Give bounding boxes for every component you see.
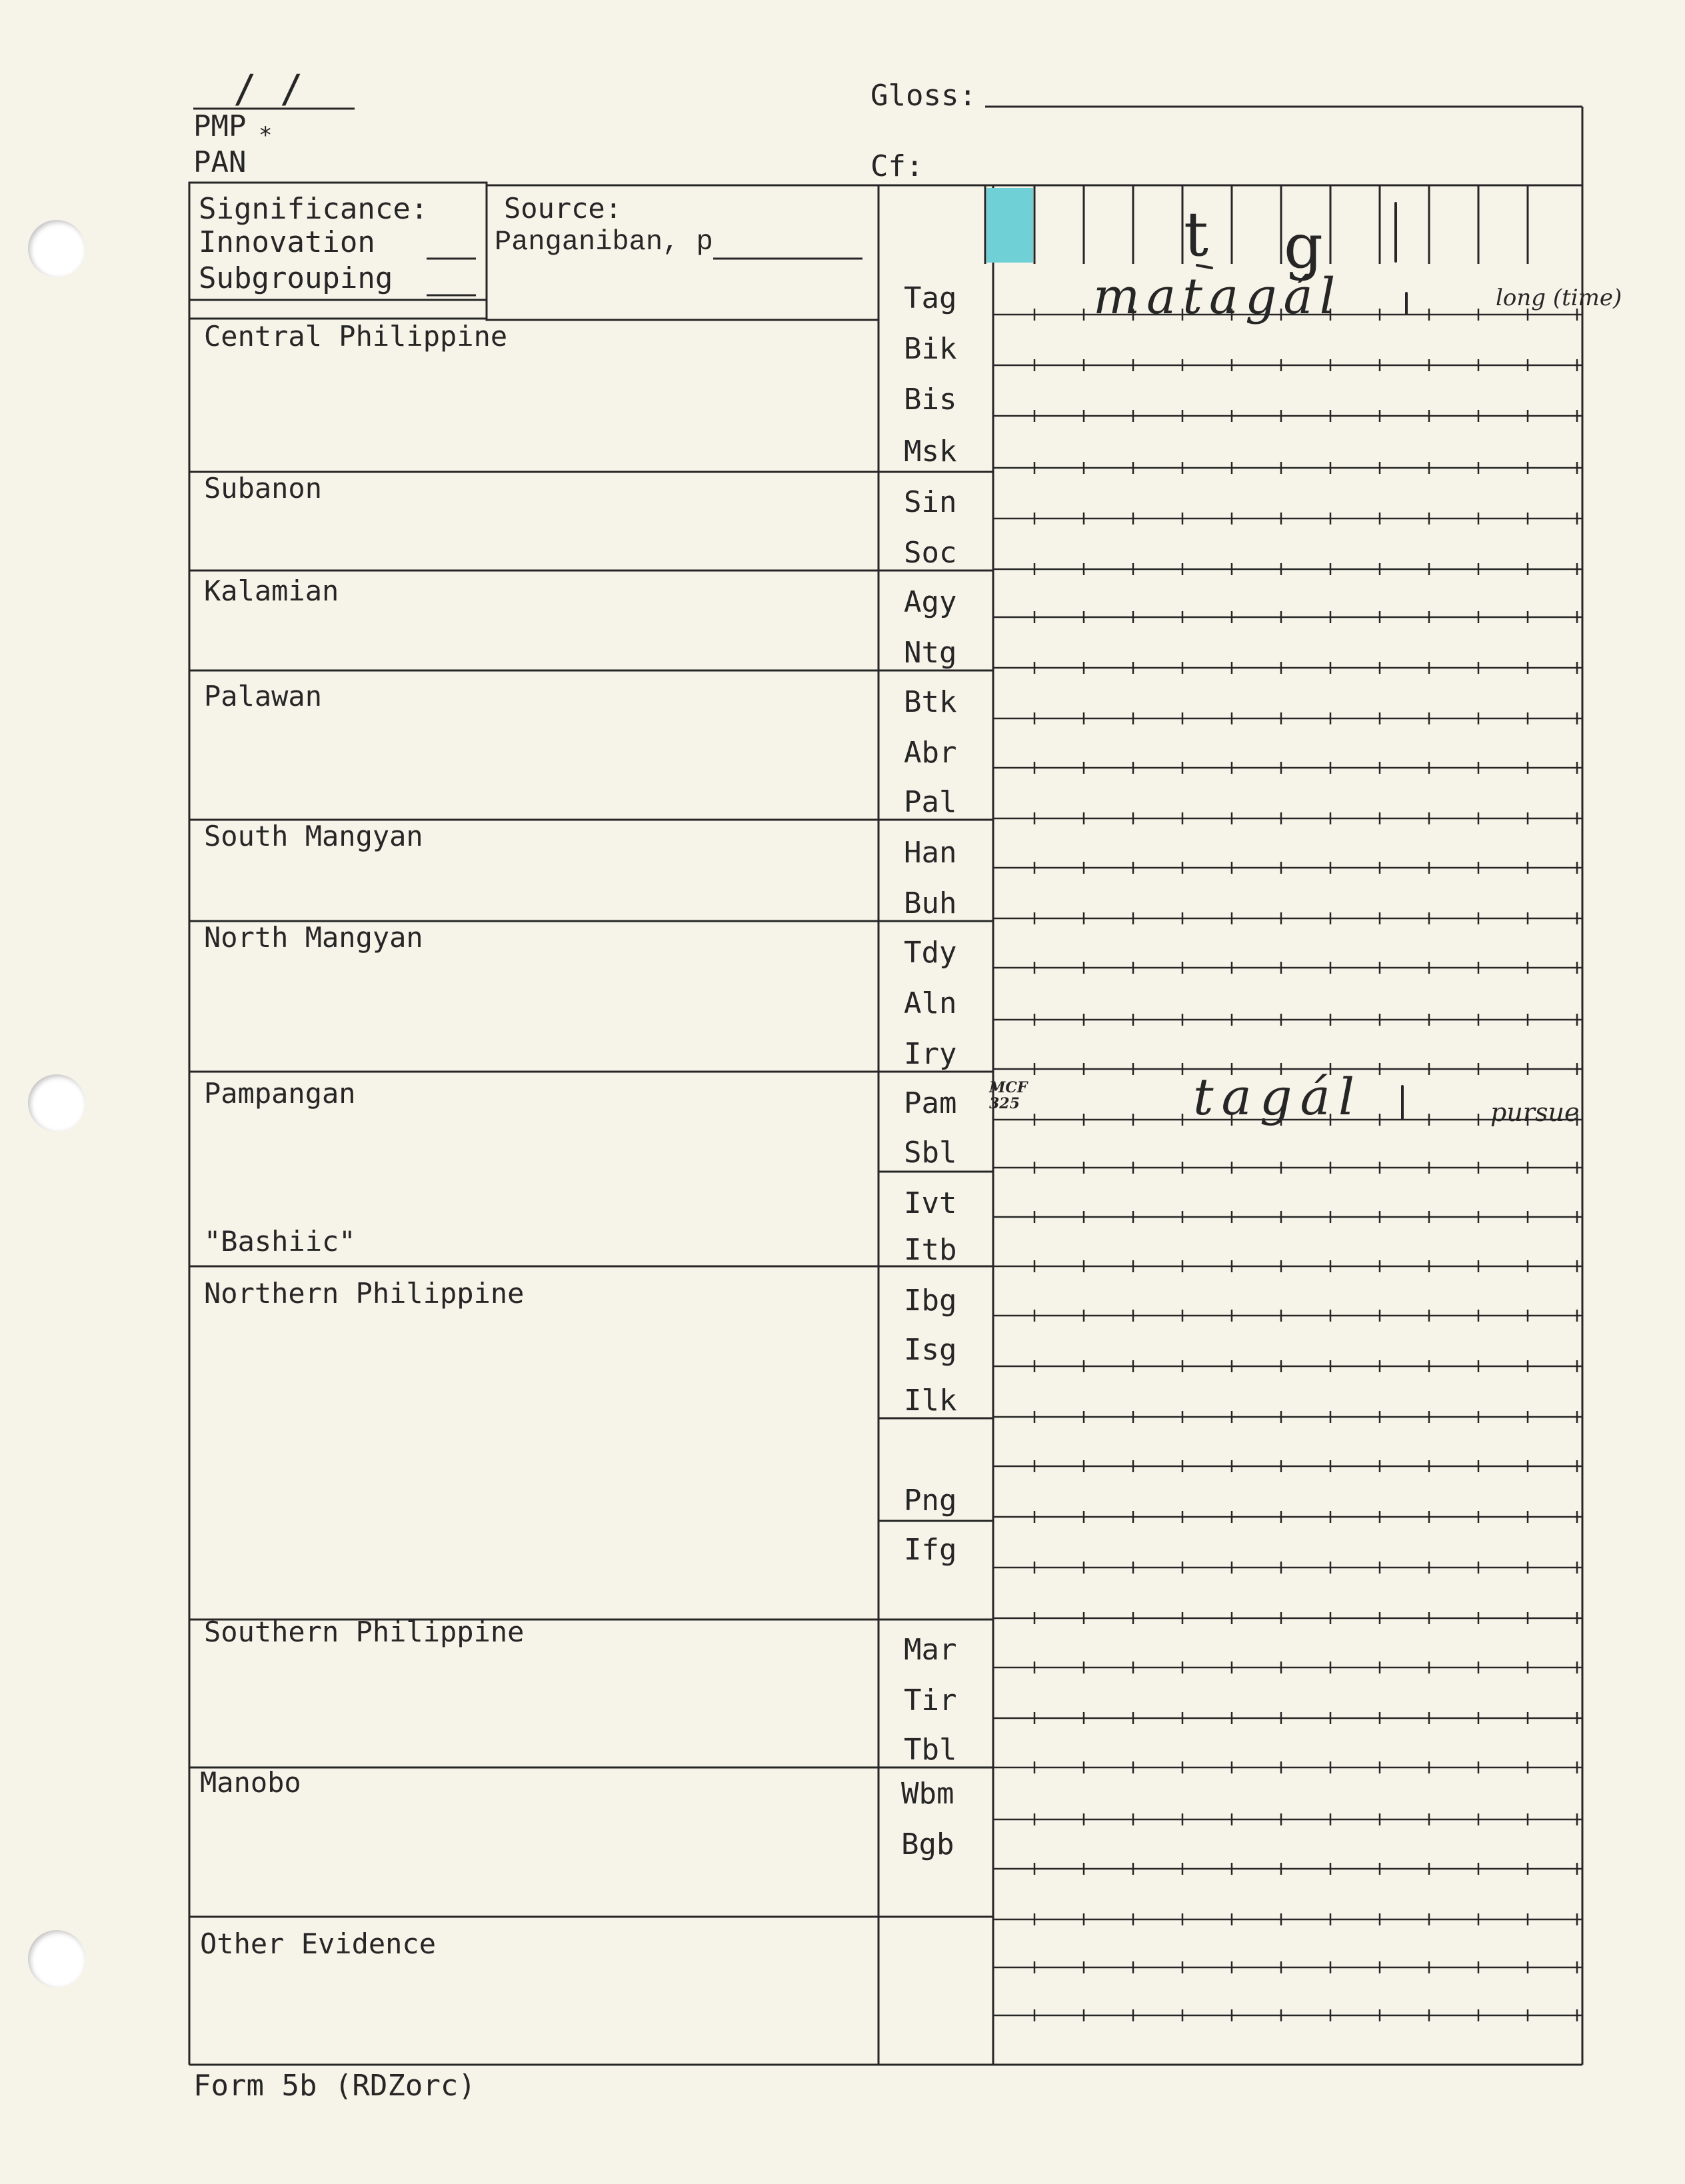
cf-label: Cf: bbox=[870, 149, 924, 183]
lang-code: Itb bbox=[904, 1233, 957, 1267]
lang-code: Sbl bbox=[904, 1136, 957, 1170]
lang-code: Pam bbox=[904, 1086, 957, 1120]
handwritten-pam-gloss: pursue bbox=[1490, 1098, 1580, 1127]
lang-code: Ibg bbox=[904, 1284, 957, 1318]
lang-code: Pal bbox=[904, 785, 957, 819]
source-label: Source: bbox=[504, 192, 623, 225]
group-central-philippine: Central Philippine bbox=[204, 320, 508, 353]
lang-code: Btk bbox=[904, 685, 957, 719]
slashes-mark: / / bbox=[233, 66, 303, 111]
source-value: Panganiban, p bbox=[495, 226, 713, 258]
lang-code: Tbl bbox=[904, 1733, 957, 1767]
group-manobo: Manobo bbox=[200, 1766, 301, 1799]
lang-code: Ntg bbox=[904, 636, 957, 670]
lang-code: Aln bbox=[904, 986, 957, 1020]
subgrouping-label: Subgrouping bbox=[199, 261, 393, 295]
asterisk-mark: * bbox=[259, 122, 273, 149]
lang-code: Sin bbox=[904, 485, 957, 519]
lang-code: Iry bbox=[904, 1037, 957, 1071]
innovation-label: Innovation bbox=[199, 225, 375, 259]
lang-code: Agy bbox=[904, 585, 957, 619]
lang-code: Ilk bbox=[904, 1384, 957, 1418]
group-kalamian: Kalamian bbox=[204, 574, 339, 607]
lang-code: Ivt bbox=[904, 1186, 957, 1220]
handwritten-tag-gloss: long (time) bbox=[1496, 285, 1622, 311]
group-bashiic: "Bashiic" bbox=[204, 1225, 356, 1258]
pan-label: PAN bbox=[193, 145, 247, 179]
handwritten-pam-ref: MCF 325 bbox=[989, 1079, 1028, 1113]
lang-code: Soc bbox=[904, 536, 957, 570]
lang-code: Png bbox=[904, 1484, 957, 1518]
lang-code: Abr bbox=[904, 736, 957, 770]
lang-code: Bgb bbox=[901, 1827, 954, 1861]
lang-code: Bis bbox=[904, 383, 957, 417]
lang-code: Isg bbox=[904, 1333, 957, 1367]
highlighted-slot bbox=[986, 188, 1033, 263]
lang-code: Ifg bbox=[904, 1533, 957, 1567]
gloss-label: Gloss: bbox=[870, 79, 976, 113]
lang-code: Buh bbox=[904, 886, 957, 920]
lang-code: Wbm bbox=[901, 1777, 954, 1811]
handwritten-root-t: t bbox=[1184, 199, 1208, 270]
lang-code: Tag bbox=[904, 281, 957, 315]
pmp-label: PMP bbox=[193, 109, 247, 143]
lang-code: Tdy bbox=[904, 936, 957, 970]
form-footer: Form 5b (RDZorc) bbox=[193, 2069, 476, 2103]
group-northern-philippine: Northern Philippine bbox=[204, 1277, 525, 1310]
handwritten-root-g: g bbox=[1284, 211, 1323, 282]
handwritten-tag-form: matagál bbox=[1093, 268, 1342, 325]
handwritten-pam-form: tagál bbox=[1193, 1067, 1363, 1126]
lang-code: Msk bbox=[904, 435, 957, 469]
handwritten-root-l bbox=[1382, 200, 1402, 261]
group-south-mangyan: South Mangyan bbox=[204, 820, 423, 852]
group-other-evidence: Other Evidence bbox=[200, 1927, 437, 1960]
group-palawan: Palawan bbox=[204, 680, 323, 712]
group-pampangan: Pampangan bbox=[204, 1077, 356, 1110]
group-subanon: Subanon bbox=[204, 472, 323, 505]
lang-code: Mar bbox=[904, 1633, 957, 1667]
lang-code: Tir bbox=[904, 1683, 957, 1717]
significance-label: Significance: bbox=[199, 192, 429, 226]
group-north-mangyan: North Mangyan bbox=[204, 921, 423, 954]
lang-code: Han bbox=[904, 836, 957, 870]
group-southern-philippine: Southern Philippine bbox=[204, 1616, 525, 1648]
lang-code: Bik bbox=[904, 332, 957, 366]
